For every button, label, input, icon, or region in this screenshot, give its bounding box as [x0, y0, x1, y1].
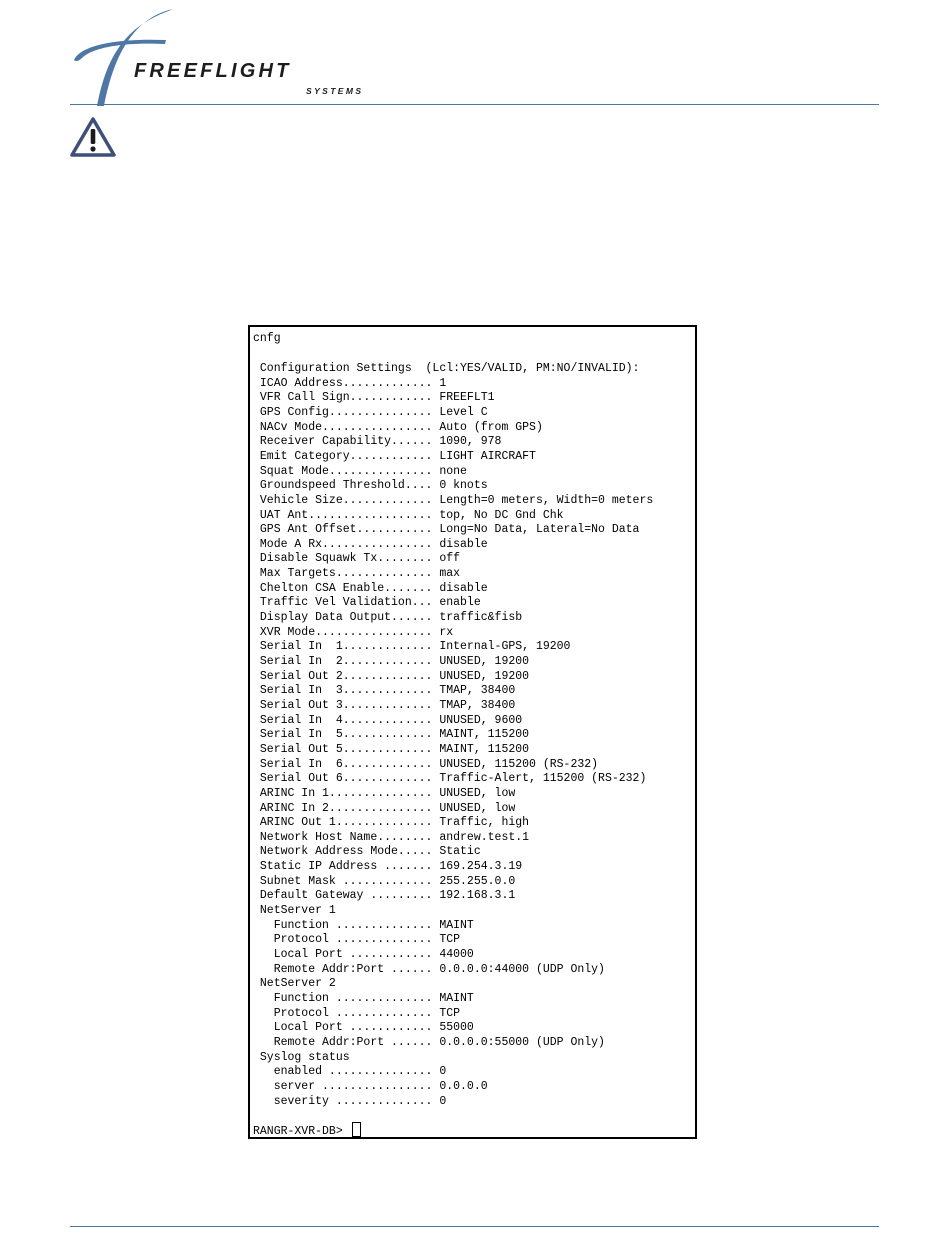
config-line: Default Gateway ......... 192.168.3.1	[253, 889, 516, 903]
config-line: Serial Out 6............. Traffic-Alert, 115200 (RS-232)	[253, 772, 647, 786]
config-line: Serial Out 2............. UNUSED, 19200	[253, 669, 530, 683]
config-line: Serial In 6............. UNUSED, 115200 (RS-232)	[253, 757, 599, 771]
config-line: GPS Config............... Level C	[253, 405, 488, 419]
config-line: ICAO Address............. 1	[253, 376, 447, 390]
config-line: Squat Mode............... none	[253, 464, 467, 478]
config-line: XVR Mode................. rx	[253, 625, 454, 639]
config-line: NetServer 2	[253, 977, 336, 991]
footer-divider	[70, 1226, 879, 1227]
config-line: ARINC In 2............... UNUSED, low	[253, 801, 516, 815]
config-line: NACv Mode................ Auto (from GPS)	[253, 420, 543, 434]
config-line: NetServer 1	[253, 904, 336, 918]
config-line: Serial Out 5............. MAINT, 115200	[253, 742, 530, 756]
config-line: Chelton CSA Enable....... disable	[253, 581, 488, 595]
terminal-prompt: RANGR-XVR-DB>	[253, 1125, 343, 1138]
config-line: Traffic Vel Validation... enable	[253, 596, 481, 610]
config-line: Serial In 1............. Internal-GPS, 19200	[253, 640, 571, 654]
config-line: ARINC In 1............... UNUSED, low	[253, 786, 516, 800]
config-line: severity .............. 0	[253, 1094, 447, 1108]
config-line: Mode A Rx................ disable	[253, 537, 488, 551]
config-line: Serial In 2............. UNUSED, 19200	[253, 655, 530, 668]
terminal-prompt-line[interactable]	[253, 1122, 361, 1139]
config-line: Network Address Mode..... Static	[253, 845, 481, 859]
config-line: ARINC Out 1.............. Traffic, high	[253, 816, 530, 830]
config-line: Local Port ............ 55000	[253, 1021, 474, 1035]
config-line: Static IP Address ....... 169.254.3.19	[253, 860, 523, 874]
config-line: Configuration Settings (Lcl:YES/VALID, PM:NO/INVALID):	[253, 362, 640, 375]
warning-triangle-icon	[69, 116, 117, 163]
config-line: Receiver Capability...... 1090, 978	[253, 435, 502, 449]
config-line: Syslog status	[253, 1050, 350, 1064]
config-line: GPS Ant Offset........... Long=No Data, Lateral=No Data	[253, 523, 640, 537]
config-line: Max Targets.............. max	[253, 567, 461, 581]
terminal-window[interactable]	[248, 325, 697, 1139]
brand-subtitle: SYSTEMS	[306, 86, 364, 96]
config-line: enabled ............... 0	[253, 1065, 447, 1079]
config-line: Remote Addr:Port ...... 0.0.0.0:55000 (UDP Only)	[253, 1035, 605, 1049]
config-line: server ................ 0.0.0.0	[253, 1079, 488, 1093]
config-line: Display Data Output...... traffic&fisb	[253, 611, 523, 625]
config-line: Protocol .............. TCP	[253, 1006, 461, 1020]
config-line: Function .............. MAINT	[253, 991, 474, 1005]
config-line: Emit Category............ LIGHT AIRCRAFT	[253, 449, 536, 463]
config-line: Protocol .............. TCP	[253, 933, 461, 947]
freeflight-logo	[70, 6, 390, 108]
config-line: VFR Call Sign............ FREEFLT1	[253, 391, 495, 405]
terminal-command: cnfg	[253, 332, 281, 345]
config-line: UAT Ant.................. top, No DC Gnd Chk	[253, 508, 564, 522]
config-line: Subnet Mask ............. 255.255.0.0	[253, 874, 516, 888]
config-line: Local Port ............ 44000	[253, 948, 474, 961]
header-divider	[70, 104, 879, 105]
config-line: Function .............. MAINT	[253, 918, 474, 932]
config-line: Vehicle Size............. Length=0 meters, Width=0 meters	[253, 493, 654, 507]
brand-name: FREEFLIGHT	[134, 60, 292, 82]
config-line: Serial In 5............. MAINT, 115200	[253, 728, 530, 742]
config-line: Groundspeed Threshold.... 0 knots	[253, 479, 488, 493]
text-cursor	[352, 1122, 361, 1137]
config-line: Network Host Name........ andrew.test.1	[253, 830, 530, 844]
config-line: Remote Addr:Port ...... 0.0.0.0:44000 (UDP Only)	[253, 962, 605, 976]
config-line: Serial In 4............. UNUSED, 9600	[253, 713, 523, 727]
config-line: Serial In 3............. TMAP, 38400	[253, 684, 516, 698]
config-line: Disable Squawk Tx........ off	[253, 552, 461, 566]
config-line: Serial Out 3............. TMAP, 38400	[253, 698, 516, 712]
